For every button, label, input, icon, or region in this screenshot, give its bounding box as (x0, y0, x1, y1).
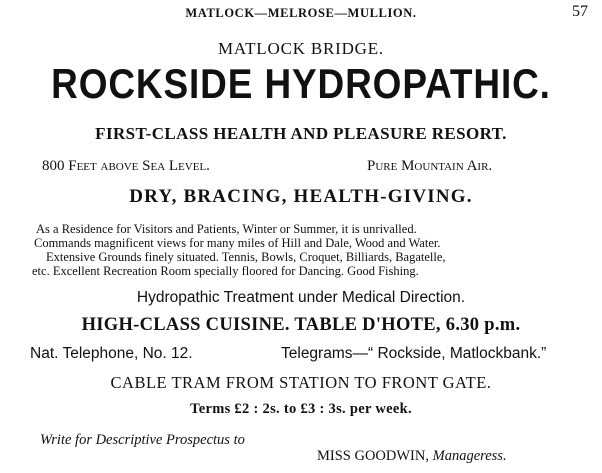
terms-line: Terms £2 : 2s. to £3 : 3s. per week. (190, 401, 412, 417)
page-number: 57 (572, 3, 588, 20)
feature-row (0, 158, 602, 180)
air-feature: Pure Mountain Air. (367, 158, 493, 174)
description-line: etc. Excellent Recreation Room specially floored for Dancing. Good Fishing. (32, 264, 419, 278)
resort-subtitle: FIRST-CLASS HEALTH AND PLEASURE RESORT. (95, 124, 507, 143)
manageress-contact (317, 448, 507, 465)
treatment-line: Hydropathic Treatment under Medical Direction. (136, 289, 466, 306)
place-heading: MATLOCK BRIDGE. (218, 39, 384, 58)
manageress-name: MISS GOODWIN, (317, 448, 429, 464)
running-head: MATLOCK—MELROSE—MULLION. (185, 6, 417, 20)
manageress-role: Manageress. (432, 448, 507, 464)
description-line: Extensive Grounds finely situated. Tennis, Bowls, Croquet, Billiards, Bagatelle, (46, 250, 446, 264)
altitude-feature: 800 Feet above Sea Level. (42, 158, 210, 174)
description-line: Commands magnificent views for many miles of Hill and Dale, Wood and Water. (34, 236, 441, 250)
prospectus-note: Write for Descriptive Prospectus to (40, 432, 245, 448)
telephone-number: Nat. Telephone, No. 12. (30, 345, 193, 362)
description-paragraph (34, 222, 592, 278)
telegram-address: Telegrams—“ Rockside, Matlockbank.” (281, 345, 547, 362)
tram-line: CABLE TRAM FROM STATION TO FRONT GATE. (110, 373, 492, 392)
cuisine-line: HIGH-CLASS CUISINE. TABLE D'HOTE, 6.30 p.m. (81, 315, 521, 335)
description-line: As a Residence for Visitors and Patients, Winter or Summer, it is unrivalled. (36, 222, 417, 236)
advert-title: ROCKSIDE HYDROPATHIC. (51, 60, 551, 107)
tagline: DRY, BRACING, HEALTH-GIVING. (129, 186, 473, 207)
